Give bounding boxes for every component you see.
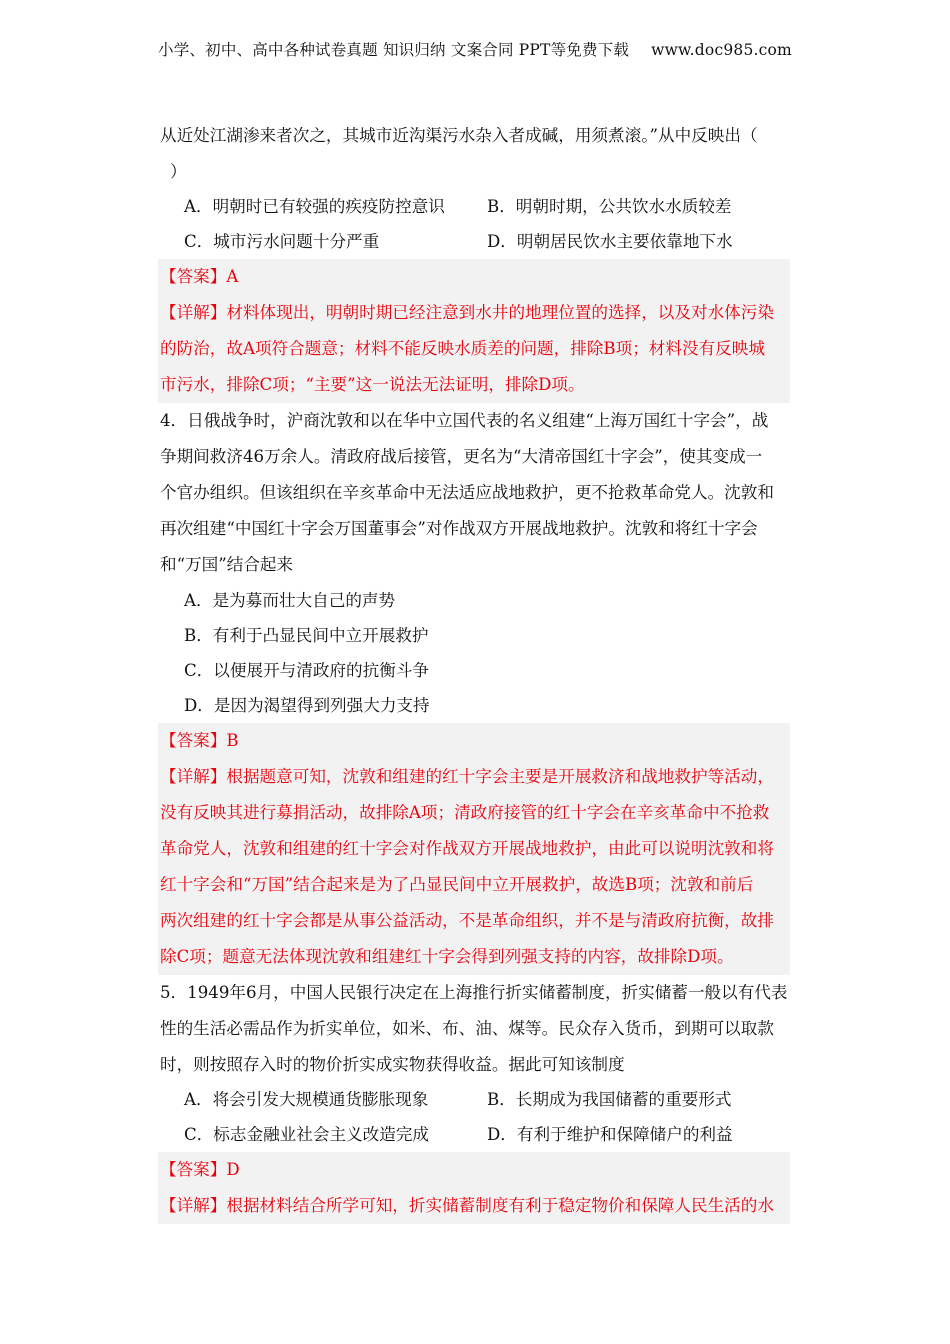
q3-answer: 【答案】A (160, 267, 239, 286)
q5-explain-line-1: 【详解】根据材料结合所学可知，折实储蓄制度有利于稳定物价和保障人民生活的水 (160, 1196, 774, 1215)
q5-answer: 【答案】D (160, 1160, 240, 1179)
header-text: 小学、初中、高中各种试卷真题 知识归纳 文案合同 PPT等免费下载 (158, 41, 630, 59)
document-body (160, 118, 790, 1224)
q3-explain-line-3: 市污水，排除C项；“主要”这一说法无法证明，排除D项。 (160, 375, 585, 394)
question-3 (160, 118, 790, 403)
q4-option-b: B．有利于凸显民间中立开展救护 (184, 626, 429, 645)
header-url[interactable]: www.doc985.com (651, 41, 792, 59)
q4-option-a: A．是为募而壮大自己的声势 (184, 591, 396, 610)
q5-stem-line-1: 5．1949年6月，中国人民银行决定在上海推行折实储蓄制度，折实储蓄一般以有代表 (160, 983, 788, 1002)
q5-stem-line-2: 性的生活必需品作为折实单位，如米、布、油、煤等。民众存入货币，到期可以取款 (160, 1019, 774, 1038)
question-4 (160, 403, 790, 975)
q4-stem-line-1: 4．日俄战争时，沪商沈敦和以在华中立国代表的名义组建“上海万国红十字会”，战 (160, 411, 769, 430)
q4-explain-line-1: 【详解】根据题意可知，沈敦和组建的红十字会主要是开展救济和战地救护等活动， (160, 767, 774, 786)
q4-stem-line-2: 争期间救济46万余人。清政府战后接管，更名为“大清帝国红十字会”，使其变成一 (160, 447, 763, 466)
q5-options-row-2 (160, 1118, 790, 1153)
q3-stem-line-1: 从近处江湖渗来者次之，其城市近沟渠污水杂入者成碱，用须煮滚。”从中反映出（ (160, 126, 758, 145)
q5-option-a: A．将会引发大规模通货膨胀现象 (184, 1090, 429, 1109)
q4-explain-line-5: 两次组建的红十字会都是从事公益活动，不是革命组织，并不是与清政府抗衡，故排 (160, 911, 774, 930)
q5-option-c: C．标志金融业社会主义改造完成 (184, 1124, 430, 1144)
q4-answer: 【答案】B (160, 731, 239, 750)
q4-option-d: D．是因为渴望得到列强大力支持 (184, 696, 430, 715)
q5-option-b: B．长期成为我国储蓄的重要形式 (487, 1090, 732, 1109)
q3-options-row-2 (160, 225, 790, 260)
q5-stem-line-3: 时，则按照存入时的物价折实成实物获得收益。据此可知该制度 (160, 1055, 625, 1074)
q4-stem-line-4: 再次组建“中国红十字会万国董事会”对作战双方开展战地救护。沈敦和将红十字会 (160, 519, 758, 538)
q4-explain-line-3: 革命党人，沈敦和组建的红十字会对作战双方开展战地救护，由此可以说明沈敦和将 (160, 839, 774, 858)
q4-option-c: C．以便展开与清政府的抗衡斗争 (184, 661, 430, 680)
q5-option-d: D．有利于维护和保障储户的利益 (487, 1124, 733, 1144)
q3-answer-block (158, 259, 790, 403)
q3-stem-line-2: ） (170, 162, 187, 181)
q4-explain-line-4: 红十字会和“万国”结合起来是为了凸显民间中立开展救护，故选B项；沈敦和前后 (160, 875, 754, 894)
q5-answer-block (158, 1152, 790, 1224)
q3-explain-line-2: 的防治，故A项符合题意；材料不能反映水质差的问题，排除B项；材料没有反映城 (160, 339, 765, 358)
q4-answer-block (158, 723, 790, 975)
q3-explain-line-1: 【详解】材料体现出，明朝时期已经注意到水井的地理位置的选择，以及对水体污染 (160, 303, 774, 322)
q4-stem-line-5: 和“万国”结合起来 (160, 555, 294, 574)
q3-option-a: A．明朝时已有较强的疾疫防控意识 (184, 197, 445, 216)
q5-options-row-1 (160, 1083, 790, 1118)
q3-option-b: B．明朝时期，公共饮水水质较差 (487, 197, 732, 216)
q4-explain-line-2: 没有反映其进行募捐活动，故排除A项；清政府接管的红十字会在辛亥革命中不抢救 (160, 803, 770, 822)
q4-stem-line-3: 个官办组织。但该组织在辛亥革命中无法适应战地救护，更不抢救革命党人。沈敦和 (160, 483, 774, 502)
q3-option-c: C．城市污水问题十分严重 (184, 231, 380, 251)
question-5 (160, 975, 790, 1224)
q3-option-d: D．明朝居民饮水主要依靠地下水 (487, 231, 733, 251)
page-header (0, 38, 950, 60)
q3-options-row-1 (160, 190, 790, 225)
q4-explain-line-6: 除C项；题意无法体现沈敦和组建红十字会得到列强支持的内容，故排除D项。 (160, 947, 734, 966)
